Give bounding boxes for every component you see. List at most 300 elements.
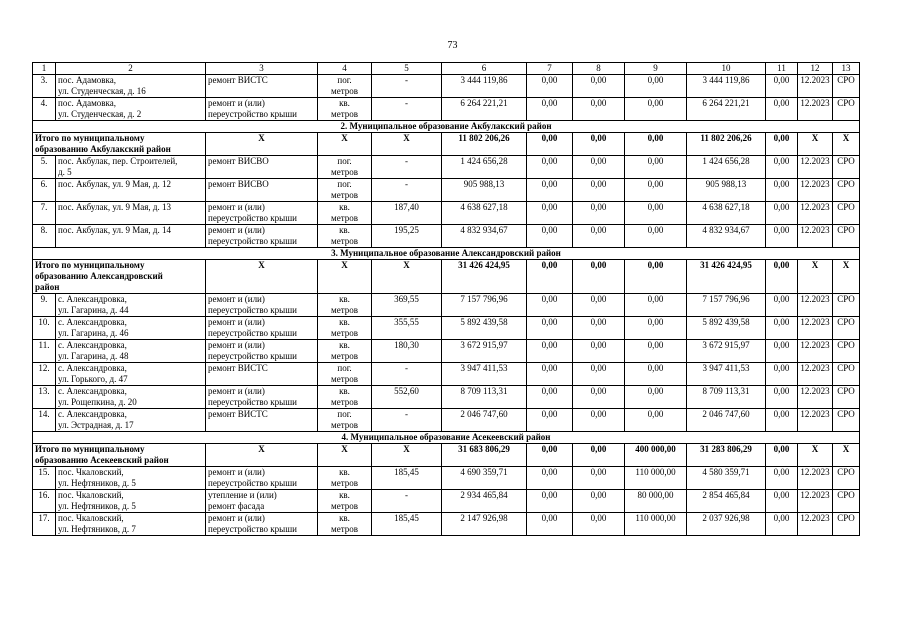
col-9-cell: 0,00 <box>625 75 687 98</box>
cell-line: метров <box>331 501 358 511</box>
column-number: 12 <box>798 63 833 75</box>
total-col-5: X <box>372 133 442 156</box>
cell-line: пос. Чкаловский, <box>58 513 124 523</box>
row-number: 11. <box>33 340 56 363</box>
cell-line: метров <box>331 305 358 315</box>
address-cell <box>56 386 206 409</box>
total-cost-cell: 3 444 119,86 <box>442 75 527 98</box>
col-8-cell: 0,00 <box>573 340 625 363</box>
cell-line: ремонт и (или) <box>208 317 265 327</box>
unit-cell <box>318 317 372 340</box>
row-number: 13. <box>33 386 56 409</box>
address-cell <box>56 179 206 202</box>
work-type-cell <box>206 156 318 179</box>
column-number: 8 <box>573 63 625 75</box>
cell-line: ремонт и (или) <box>208 294 265 304</box>
total-col-10: 11 802 206,26 <box>687 133 766 156</box>
cell-line: ул. Студенческая, д. 16 <box>58 86 146 96</box>
contractor-cell: СРО <box>833 409 860 432</box>
cell-line: пос. Акбулак, ул. 9 Мая, д. 12 <box>58 179 171 189</box>
work-type-cell <box>206 386 318 409</box>
table-row <box>33 179 860 202</box>
col-9-cell: 110 000,00 <box>625 467 687 490</box>
total-cost-cell: 2 934 465,84 <box>442 490 527 513</box>
cell-line: ул. Эстрадная, д. 17 <box>58 420 134 430</box>
total-cost-cell: 1 424 656,28 <box>442 156 527 179</box>
table-row <box>33 409 860 432</box>
section-title: 3. Муниципальное образование Александровский район <box>33 248 860 260</box>
contractor-cell: СРО <box>833 225 860 248</box>
address-cell <box>56 75 206 98</box>
total-col-3: X <box>206 133 318 156</box>
deadline-cell: 12.2023 <box>798 317 833 340</box>
cell-line: метров <box>331 190 358 200</box>
row-number: 5. <box>33 156 56 179</box>
total-cost-cell: 4 690 359,71 <box>442 467 527 490</box>
cell-line: переустройство крыши <box>208 236 297 246</box>
table-row <box>33 98 860 121</box>
column-number: 1 <box>33 63 56 75</box>
contractor-cell: СРО <box>833 467 860 490</box>
total-cost-cell: 2 147 926,98 <box>442 513 527 536</box>
col-7-cell: 0,00 <box>527 363 573 386</box>
cell-line: Итого по муниципальному <box>35 444 145 454</box>
col-9-cell: 0,00 <box>625 98 687 121</box>
total-col-10: 31 426 424,95 <box>687 260 766 294</box>
col-11-cell: 0,00 <box>766 386 798 409</box>
work-type-cell <box>206 340 318 363</box>
cell-line: ремонт ВИСТС <box>208 363 268 373</box>
row-number: 14. <box>33 409 56 432</box>
cell-line: пог. <box>337 179 352 189</box>
cell-line: переустройство крыши <box>208 305 297 315</box>
cell-line: кв. <box>339 202 350 212</box>
unit-cell <box>318 98 372 121</box>
contractor-cell: СРО <box>833 490 860 513</box>
cell-line: ремонт ВИСВО <box>208 179 269 189</box>
total-label <box>33 444 206 467</box>
row-number: 4. <box>33 98 56 121</box>
col-8-cell: 0,00 <box>573 202 625 225</box>
deadline-cell: 12.2023 <box>798 409 833 432</box>
contractor-cell: СРО <box>833 340 860 363</box>
work-type-cell <box>206 202 318 225</box>
column-number: 7 <box>527 63 573 75</box>
address-cell <box>56 225 206 248</box>
contractor-cell: СРО <box>833 156 860 179</box>
unit-cell <box>318 294 372 317</box>
cell-line: пос. Адамовка, <box>58 98 117 108</box>
col-9-cell: 80 000,00 <box>625 490 687 513</box>
row-number: 10. <box>33 317 56 340</box>
row-number: 17. <box>33 513 56 536</box>
col-9-cell: 0,00 <box>625 294 687 317</box>
cell-line: кв. <box>339 386 350 396</box>
contractor-cell: СРО <box>833 386 860 409</box>
deadline-cell: 12.2023 <box>798 98 833 121</box>
cell-line: пос. Акбулак, пер. Строителей, <box>58 156 178 166</box>
volume-cell: - <box>372 156 442 179</box>
address-cell <box>56 409 206 432</box>
deadline-cell: 12.2023 <box>798 513 833 536</box>
cell-line: пос. Адамовка, <box>58 75 117 85</box>
cell-line: утепление и (или) <box>208 490 277 500</box>
volume-cell: 180,30 <box>372 340 442 363</box>
total-col-9: 0,00 <box>625 133 687 156</box>
col-8-cell: 0,00 <box>573 386 625 409</box>
cell-line: переустройство крыши <box>208 109 297 119</box>
cell-line: кв. <box>339 467 350 477</box>
total-col-4: X <box>318 133 372 156</box>
col-9-cell: 0,00 <box>625 156 687 179</box>
table-row <box>33 294 860 317</box>
col-10-cell: 3 947 411,53 <box>687 363 766 386</box>
col-8-cell: 0,00 <box>573 467 625 490</box>
unit-cell <box>318 75 372 98</box>
col-7-cell: 0,00 <box>527 179 573 202</box>
cell-line: Итого по муниципальному <box>35 133 145 143</box>
col-11-cell: 0,00 <box>766 98 798 121</box>
address-cell <box>56 156 206 179</box>
column-number: 11 <box>766 63 798 75</box>
address-cell <box>56 467 206 490</box>
total-col-12: X <box>798 133 833 156</box>
total-cost-cell: 3 947 411,53 <box>442 363 527 386</box>
row-number: 12. <box>33 363 56 386</box>
col-11-cell: 0,00 <box>766 179 798 202</box>
col-8-cell: 0,00 <box>573 294 625 317</box>
total-col-11: 0,00 <box>766 444 798 467</box>
col-9-cell: 0,00 <box>625 409 687 432</box>
work-type-cell <box>206 225 318 248</box>
col-7-cell: 0,00 <box>527 386 573 409</box>
total-cost-cell: 905 988,13 <box>442 179 527 202</box>
work-type-cell <box>206 363 318 386</box>
col-7-cell: 0,00 <box>527 409 573 432</box>
volume-cell: - <box>372 179 442 202</box>
cell-line: кв. <box>339 490 350 500</box>
unit-cell <box>318 179 372 202</box>
row-number: 3. <box>33 75 56 98</box>
address-cell <box>56 202 206 225</box>
cell-line: с. Александровка, <box>58 340 127 350</box>
total-col-13: X <box>833 133 860 156</box>
total-col-11: 0,00 <box>766 133 798 156</box>
total-col-8: 0,00 <box>573 444 625 467</box>
deadline-cell: 12.2023 <box>798 490 833 513</box>
cell-line: переустройство крыши <box>208 213 297 223</box>
cell-line: ремонт и (или) <box>208 225 265 235</box>
section-title: 4. Муниципальное образование Асекеевский район <box>33 432 860 444</box>
total-label <box>33 133 206 156</box>
section-header-row <box>33 248 860 260</box>
cell-line: с. Александровка, <box>58 386 127 396</box>
total-cost-cell: 5 892 439,58 <box>442 317 527 340</box>
cell-line: Итого по муниципальному <box>35 260 145 270</box>
cell-line: ул. Гагарина, д. 44 <box>58 305 129 315</box>
cell-line: переустройство крыши <box>208 478 297 488</box>
cell-line: кв. <box>339 225 350 235</box>
cell-line: пос. Акбулак, ул. 9 Мая, д. 14 <box>58 225 171 235</box>
cell-line: с. Александровка, <box>58 363 127 373</box>
cell-line: кв. <box>339 340 350 350</box>
deadline-cell: 12.2023 <box>798 75 833 98</box>
cell-line: метров <box>331 167 358 177</box>
col-11-cell: 0,00 <box>766 156 798 179</box>
volume-cell: - <box>372 363 442 386</box>
column-number-row <box>33 63 860 75</box>
total-col-13: X <box>833 444 860 467</box>
section-title: 2. Муниципальное образование Акбулакский район <box>33 121 860 133</box>
volume-cell: - <box>372 409 442 432</box>
cell-line: ремонт фасада <box>208 501 265 511</box>
cell-line: кв. <box>339 513 350 523</box>
cell-line: с. Александровка, <box>58 409 127 419</box>
col-7-cell: 0,00 <box>527 156 573 179</box>
total-col-12: X <box>798 260 833 294</box>
volume-cell: 355,55 <box>372 317 442 340</box>
col-9-cell: 110 000,00 <box>625 513 687 536</box>
address-cell <box>56 513 206 536</box>
work-type-cell <box>206 179 318 202</box>
unit-cell <box>318 363 372 386</box>
deadline-cell: 12.2023 <box>798 156 833 179</box>
col-10-cell: 7 157 796,96 <box>687 294 766 317</box>
total-row <box>33 133 860 156</box>
cell-line: пог. <box>337 156 352 166</box>
col-11-cell: 0,00 <box>766 340 798 363</box>
col-7-cell: 0,00 <box>527 202 573 225</box>
cell-line: ул. Горького, д. 47 <box>58 374 128 384</box>
cell-line: ул. Студенческая, д. 2 <box>58 109 142 119</box>
cell-line: ул. Нефтяников, д. 7 <box>58 524 136 534</box>
contractor-cell: СРО <box>833 202 860 225</box>
cell-line: переустройство крыши <box>208 397 297 407</box>
column-number: 3 <box>206 63 318 75</box>
deadline-cell: 12.2023 <box>798 386 833 409</box>
cell-line: ремонт и (или) <box>208 340 265 350</box>
col-11-cell: 0,00 <box>766 513 798 536</box>
total-col-3: X <box>206 260 318 294</box>
col-10-cell: 6 264 221,21 <box>687 98 766 121</box>
col-10-cell: 5 892 439,58 <box>687 317 766 340</box>
total-cost-cell: 4 638 627,18 <box>442 202 527 225</box>
cell-line: метров <box>331 236 358 246</box>
total-row <box>33 260 860 294</box>
total-col-4: X <box>318 444 372 467</box>
col-11-cell: 0,00 <box>766 202 798 225</box>
total-col-8: 0,00 <box>573 133 625 156</box>
col-7-cell: 0,00 <box>527 490 573 513</box>
row-number: 6. <box>33 179 56 202</box>
cell-line: метров <box>331 397 358 407</box>
address-cell <box>56 363 206 386</box>
unit-cell <box>318 225 372 248</box>
volume-cell: 195,25 <box>372 225 442 248</box>
col-9-cell: 0,00 <box>625 363 687 386</box>
work-type-cell <box>206 294 318 317</box>
works-table <box>32 62 860 536</box>
col-7-cell: 0,00 <box>527 513 573 536</box>
deadline-cell: 12.2023 <box>798 340 833 363</box>
total-col-9: 400 000,00 <box>625 444 687 467</box>
cell-line: переустройство крыши <box>208 524 297 534</box>
cell-line: метров <box>331 478 358 488</box>
work-type-cell <box>206 409 318 432</box>
cell-line: метров <box>331 109 358 119</box>
col-7-cell: 0,00 <box>527 75 573 98</box>
col-10-cell: 4 832 934,67 <box>687 225 766 248</box>
col-7-cell: 0,00 <box>527 98 573 121</box>
total-col-4: X <box>318 260 372 294</box>
col-7-cell: 0,00 <box>527 340 573 363</box>
column-number: 10 <box>687 63 766 75</box>
deadline-cell: 12.2023 <box>798 363 833 386</box>
row-number: 16. <box>33 490 56 513</box>
cell-line: метров <box>331 524 358 534</box>
cell-line: метров <box>331 420 358 430</box>
cell-line: переустройство крыши <box>208 351 297 361</box>
cell-line: пог. <box>337 75 352 85</box>
col-7-cell: 0,00 <box>527 294 573 317</box>
col-10-cell: 3 672 915,97 <box>687 340 766 363</box>
col-9-cell: 0,00 <box>625 225 687 248</box>
col-7-cell: 0,00 <box>527 225 573 248</box>
col-8-cell: 0,00 <box>573 156 625 179</box>
col-11-cell: 0,00 <box>766 75 798 98</box>
total-cost-cell: 8 709 113,31 <box>442 386 527 409</box>
col-9-cell: 0,00 <box>625 340 687 363</box>
total-col-10: 31 283 806,29 <box>687 444 766 467</box>
cell-line: район <box>35 282 60 292</box>
row-number: 15. <box>33 467 56 490</box>
table-row <box>33 225 860 248</box>
table-row <box>33 75 860 98</box>
total-col-13: X <box>833 260 860 294</box>
col-8-cell: 0,00 <box>573 179 625 202</box>
address-cell <box>56 490 206 513</box>
cell-line: с. Александровка, <box>58 317 127 327</box>
col-11-cell: 0,00 <box>766 294 798 317</box>
total-col-5: X <box>372 444 442 467</box>
contractor-cell: СРО <box>833 75 860 98</box>
col-10-cell: 4 580 359,71 <box>687 467 766 490</box>
col-9-cell: 0,00 <box>625 202 687 225</box>
cell-line: образованию Александровский <box>35 271 163 281</box>
table-row <box>33 340 860 363</box>
address-cell <box>56 317 206 340</box>
unit-cell <box>318 467 372 490</box>
col-10-cell: 3 444 119,86 <box>687 75 766 98</box>
total-col-5: X <box>372 260 442 294</box>
cell-line: ремонт и (или) <box>208 98 265 108</box>
cell-line: ул. Гагарина, д. 46 <box>58 328 129 338</box>
contractor-cell: СРО <box>833 98 860 121</box>
total-row <box>33 444 860 467</box>
col-10-cell: 2 046 747,60 <box>687 409 766 432</box>
column-number: 13 <box>833 63 860 75</box>
cell-line: кв. <box>339 317 350 327</box>
volume-cell: - <box>372 490 442 513</box>
table-row <box>33 386 860 409</box>
cell-line: ремонт ВИСВО <box>208 156 269 166</box>
address-cell <box>56 294 206 317</box>
table-row <box>33 202 860 225</box>
col-7-cell: 0,00 <box>527 317 573 340</box>
total-cost-cell: 4 832 934,67 <box>442 225 527 248</box>
section-header-row <box>33 432 860 444</box>
cell-line: ул. Нефтяников, д. 5 <box>58 478 136 488</box>
col-11-cell: 0,00 <box>766 225 798 248</box>
page-number: 73 <box>447 40 458 51</box>
col-11-cell: 0,00 <box>766 490 798 513</box>
unit-cell <box>318 340 372 363</box>
cell-line: переустройство крыши <box>208 328 297 338</box>
cell-line: кв. <box>339 294 350 304</box>
total-col-8: 0,00 <box>573 260 625 294</box>
work-type-cell <box>206 490 318 513</box>
unit-cell <box>318 156 372 179</box>
table-row <box>33 317 860 340</box>
col-9-cell: 0,00 <box>625 386 687 409</box>
deadline-cell: 12.2023 <box>798 179 833 202</box>
col-10-cell: 905 988,13 <box>687 179 766 202</box>
volume-cell: - <box>372 75 442 98</box>
volume-cell: 369,55 <box>372 294 442 317</box>
col-8-cell: 0,00 <box>573 513 625 536</box>
column-number: 4 <box>318 63 372 75</box>
col-11-cell: 0,00 <box>766 363 798 386</box>
address-cell <box>56 340 206 363</box>
work-type-cell <box>206 513 318 536</box>
contractor-cell: СРО <box>833 294 860 317</box>
unit-cell <box>318 409 372 432</box>
table-row <box>33 490 860 513</box>
cell-line: ремонт и (или) <box>208 202 265 212</box>
col-8-cell: 0,00 <box>573 225 625 248</box>
col-8-cell: 0,00 <box>573 363 625 386</box>
volume-cell: 552,60 <box>372 386 442 409</box>
cell-line: с. Александровка, <box>58 294 127 304</box>
work-type-cell <box>206 75 318 98</box>
total-cost-cell: 3 672 915,97 <box>442 340 527 363</box>
table-row <box>33 363 860 386</box>
total-col-7: 0,00 <box>527 133 573 156</box>
col-11-cell: 0,00 <box>766 317 798 340</box>
col-10-cell: 1 424 656,28 <box>687 156 766 179</box>
cell-line: ул. Гагарина, д. 48 <box>58 351 129 361</box>
table-row <box>33 513 860 536</box>
volume-cell: 185,45 <box>372 467 442 490</box>
col-7-cell: 0,00 <box>527 467 573 490</box>
unit-cell <box>318 202 372 225</box>
row-number: 8. <box>33 225 56 248</box>
cell-line: пос. Чкаловский, <box>58 490 124 500</box>
total-col-12: X <box>798 444 833 467</box>
section-header-row <box>33 121 860 133</box>
table-row <box>33 156 860 179</box>
deadline-cell: 12.2023 <box>798 467 833 490</box>
address-cell <box>56 98 206 121</box>
cell-line: ул. Нефтяников, д. 5 <box>58 501 136 511</box>
cell-line: ремонт и (или) <box>208 513 265 523</box>
total-col-7: 0,00 <box>527 260 573 294</box>
contractor-cell: СРО <box>833 317 860 340</box>
cell-line: д. 5 <box>58 167 72 177</box>
cell-line: образованию Асекеевский район <box>35 455 169 465</box>
col-8-cell: 0,00 <box>573 409 625 432</box>
col-9-cell: 0,00 <box>625 179 687 202</box>
